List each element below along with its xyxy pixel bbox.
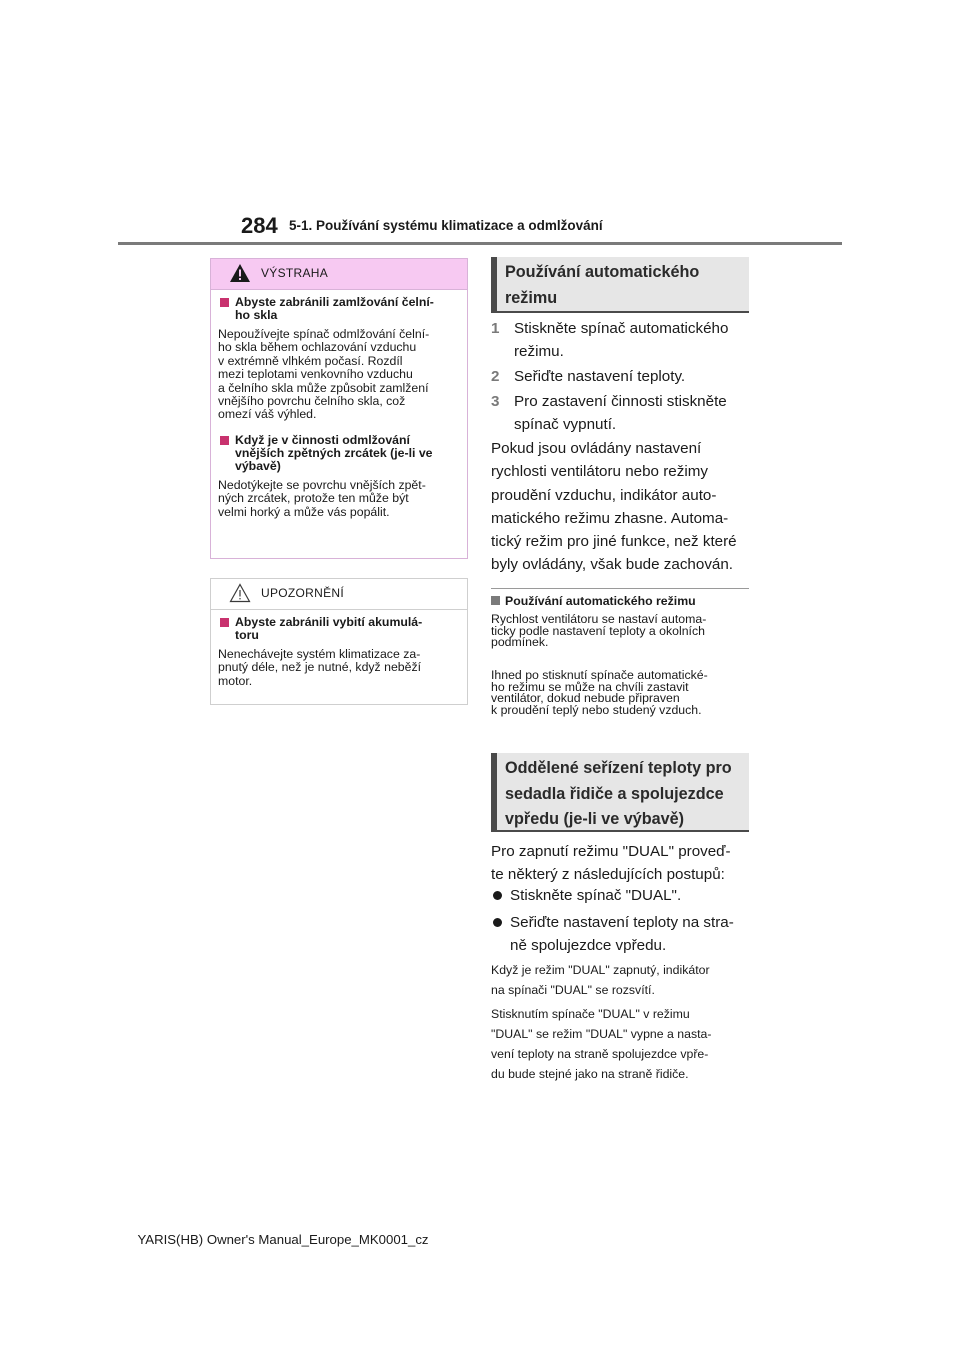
notice-item-text: Nenechávejte systém klimatizace za- pnutý déle, než je nutné, když neběží motor. [218, 647, 422, 688]
bullet-dot-icon [493, 891, 502, 900]
warning-box-body [211, 290, 467, 519]
step-text: Seřiďte nastavení teploty. [514, 368, 686, 385]
warning-item-title: Abyste zabránili zamlžování čelní- ho skla [218, 296, 461, 322]
warning-triangle-filled-icon [229, 263, 251, 283]
bullet-item [491, 884, 755, 907]
warning-box-header [211, 259, 467, 290]
warning-item-text: Nedotýkejte se povrchu vnějších zpět- ných zrcátek, protože ten může být velmi horký a může vás popálit. [218, 477, 426, 519]
step-item [491, 317, 753, 363]
warning-item-title: Když je v činnosti odmlžování vnějších zpětných zrcátek (je-li ve výbavě) [218, 434, 461, 473]
auto-mode-heading: Používání automatického režimu [491, 257, 749, 313]
warning-triangle-outline-icon [229, 583, 251, 603]
bullet-dot-icon [493, 918, 502, 927]
dual-mode-note: Stisknutím spínače "DUAL" v režimu "DUAL" se režim "DUAL" vypne a nasta- vení teploty na straně spolujezdce vpře- du bude stejné jako na straně řidiče. [491, 1007, 712, 1081]
header-rule [118, 242, 842, 245]
step-text: Pro zastavení činnosti stiskněte spínač vypnutí. [514, 393, 727, 433]
section-title: 5-1. Používání systému klimatizace a odmlžování [289, 218, 603, 233]
warning-label: VÝSTRAHA [261, 266, 329, 280]
dual-bullets-list [491, 884, 755, 961]
page-number: 284 [241, 213, 278, 238]
notice-item-title: Abyste zabránili vybití akumulá- toru [218, 616, 461, 642]
bullet-text: Stiskněte spínač "DUAL". [510, 887, 682, 904]
auto-mode-subheading: Používání automatického režimu [491, 594, 696, 608]
notice-box-body [211, 610, 467, 688]
auto-mode-note: Ihned po stisknutí spínače automatické- ho režimu se může na chvíli zastavit ventilátor, dokud nebude připraven k proudění teplý nebo studený vzduch. [491, 668, 708, 717]
bullet-item [491, 911, 755, 957]
dual-mode-heading: Oddělené seřízení teploty pro sedadla řidiče a spolujezdce vpředu (je-li ve výbavě) [491, 753, 749, 832]
dual-mode-intro: Pro zapnutí režimu "DUAL" proveď- te některý z následujících postupů: [491, 843, 731, 884]
step-item [491, 390, 753, 436]
step-text: Stiskněte spínač automatického režimu. [514, 320, 729, 360]
step-number: 1 [491, 320, 500, 337]
notice-box [210, 578, 468, 705]
dual-mode-note: Když je režim "DUAL" zapnutý, indikátor na spínači "DUAL" se rozsvítí. [491, 963, 710, 997]
step-item [491, 365, 753, 388]
bullet-text: Seřiďte nastavení teploty na stra- ně spolujezdce vpředu. [510, 914, 734, 954]
notice-box-header [211, 579, 467, 610]
auto-steps-list [491, 317, 753, 438]
step-number: 2 [491, 368, 500, 385]
subsection-rule [491, 588, 749, 589]
warning-box [210, 258, 468, 559]
auto-mode-paragraph: Pokud jsou ovládány nastavení rychlosti ventilátoru nebo režimy proudění vzduchu, indikátor auto- matického režimu zhasne. Automa- tický režim pro jiné funkce, než které byly ovládány, však bude zachován. [491, 440, 737, 574]
footer [0, 1232, 960, 1247]
notice-label: UPOZORNĚNÍ [261, 586, 345, 600]
step-number: 3 [491, 393, 500, 410]
warning-item-text: Nepoužívejte spínač odmlžování čelní- ho skla během ochlazování vzduchu v extrémně vlhkém počasí. Rozdíl mezi teplotami venkovního vzduchu a čelního skla může způsobit zamlžení vnějšího povrchu čelního skla, což omezí váš výhled. [218, 327, 430, 422]
footer-text: YARIS(HB) Owner's Manual_Europe_MK0001_cz [137, 1232, 429, 1247]
auto-mode-note: Rychlost ventilátoru se nastaví automa- ticky podle nastavení teploty a okolních podmínek. [491, 612, 707, 650]
